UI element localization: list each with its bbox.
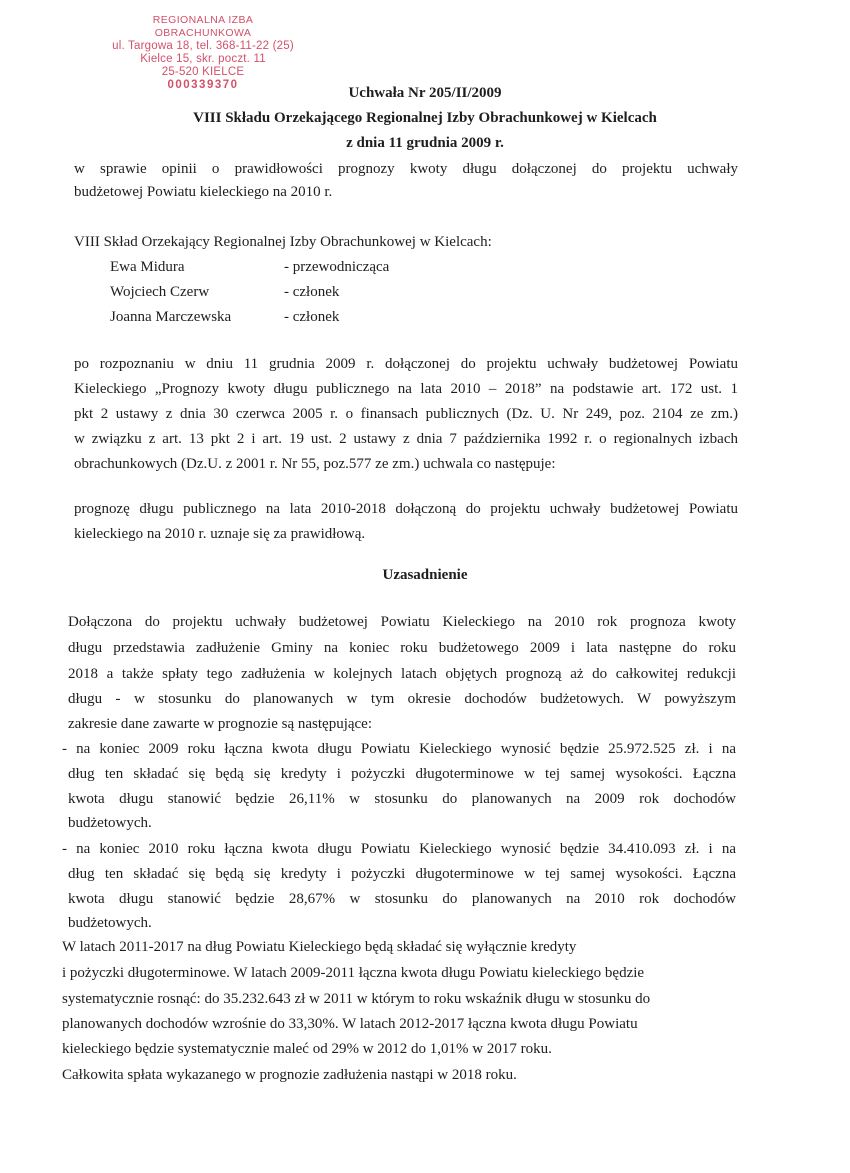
justification-line: - na koniec 2009 roku łączna kwota długu Powiatu Kieleckiego wynosić będzie 25.972.525 zł. i na [62,741,736,757]
member-role: - członek [284,309,340,325]
justification-line: systematycznie rosnąć: do 35.232.643 zł w 2011 w którym to roku wskaźnik długu w stosunku do [62,991,651,1007]
member-name: Ewa Midura [110,259,185,275]
justification-line: i pożyczki długoterminowe. W latach 2009-2011 łączna kwota długu Powiatu kieleckiego będzie [62,965,645,981]
basis-line: Kieleckiego „Prognozy kwoty długu publicznego na lata 2010 – 2018” na podstawie art. 172 ust. 1 [74,381,738,397]
justification-line: - na koniec 2010 roku łączna kwota długu Powiatu Kieleckiego wynosić będzie 34.410.093 zł. i na [62,841,736,857]
resolution-subtitle: VIII Składu Orzekającego Regionalnej Izby Obrachunkowej w Kielcach [193,110,657,126]
panel-intro: VIII Skład Orzekający Regionalnej Izby Obrachunkowej w Kielcach: [74,234,492,250]
justification-line: 2018 a także spłaty tego zadłużenia w kolejnych latach objętych prognozą aż do całkowitej redukcji [68,666,736,682]
office-stamp [108,14,298,92]
stamp-line-4: 25-520 KIELCE [161,66,245,78]
member-role: - przewodnicząca [284,259,390,275]
stamp-line-3: Kielce 15, skr. poczt. 11 [140,53,266,65]
justification-line: budżetowych. [68,915,152,931]
justification-line: budżetowych. [68,815,152,831]
justification-line: Całkowita spłata wykazanego w prognozie zadłużenia nastąpi w 2018 roku. [62,1067,517,1083]
subject-line-2: budżetowej Powiatu kieleckiego na 2010 r. [74,184,333,200]
stamp-line-2: ul. Targowa 18, tel. 368-11-22 (25) [112,40,294,52]
justification-line: Dołączona do projektu uchwały budżetowej Powiatu Kieleckiego na 2010 rok prognoza kwoty [68,614,736,630]
member-name: Joanna Marczewska [110,309,232,325]
resolution-date: z dnia 11 grudnia 2009 r. [346,135,504,151]
justification-line: dług ten składać się będą się kredyty i pożyczki długoterminowe w tej samej wysokości. Łączna [68,766,736,782]
justification-line: długu - w stosunku do planowanych w tym okresie dochodów budżetowych. W powyższym [68,691,736,707]
justification-line: dług ten składać się będą się kredyty i pożyczki długoterminowe w tej samej wysokości. Łączna [68,866,736,882]
justification-line: W latach 2011-2017 na dług Powiatu Kieleckiego będą składać się wyłącznie kredyty [62,939,577,955]
basis-line: w związku z art. 13 pkt 2 i art. 19 ust. 2 ustawy z dnia 7 października 1992 r. o regionalnych izbach [74,431,738,447]
justification-line: długu przedstawia zadłużenie Gminy na koniec roku budżetowego 2009 i lata następne do roku [68,640,736,656]
basis-line: po rozpoznaniu w dniu 11 grudnia 2009 r. dołączonej do projektu uchwały budżetowej Powiatu [74,356,738,372]
justification-line: zakresie dane zawarte w prognozie są następujące: [68,716,373,732]
basis-line: obrachunkowych (Dz.U. z 2001 r. Nr 55, poz.577 ze zm.) uchwala co następuje: [74,456,556,472]
basis-line: pkt 2 ustawy z dnia 30 czerwca 2005 r. o finansach publicznych (Dz. U. Nr 249, poz. 2104 ze zm.) [74,406,738,422]
member-name: Wojciech Czerw [110,284,210,300]
stamp-line-1: REGIONALNA IZBA OBRACHUNKOWA [152,14,254,39]
justification-line: kieleckiego będzie systematycznie maleć od 29% w 2012 do 1,01% w 2017 roku. [62,1041,552,1057]
justification-line: planowanych dochodów wzrośnie do 33,30%. W latach 2012-2017 łączna kwota długu Powiatu [62,1016,638,1032]
justification-line: kwota długu stanowić będzie 26,11% w stosunku do planowanych na 2009 rok dochodów [68,791,736,807]
decision-line: prognozę długu publicznego na lata 2010-2018 dołączoną do projektu uchwały budżetowej Powiatu [74,501,738,517]
justification-heading: Uzasadnienie [382,567,468,583]
justification-line: kwota długu stanowić będzie 28,67% w stosunku do planowanych na 2010 rok dochodów [68,891,736,907]
decision-line: kieleckiego na 2010 r. uznaje się za prawidłową. [74,526,366,542]
resolution-title: Uchwała Nr 205/II/2009 [348,85,502,101]
member-role: - członek [284,284,340,300]
stamp-line-5: 000339370 [167,79,239,91]
subject-line-1: w sprawie opinii o prawidłowości prognozy kwoty długu dołączonej do projektu uchwały [74,161,738,177]
